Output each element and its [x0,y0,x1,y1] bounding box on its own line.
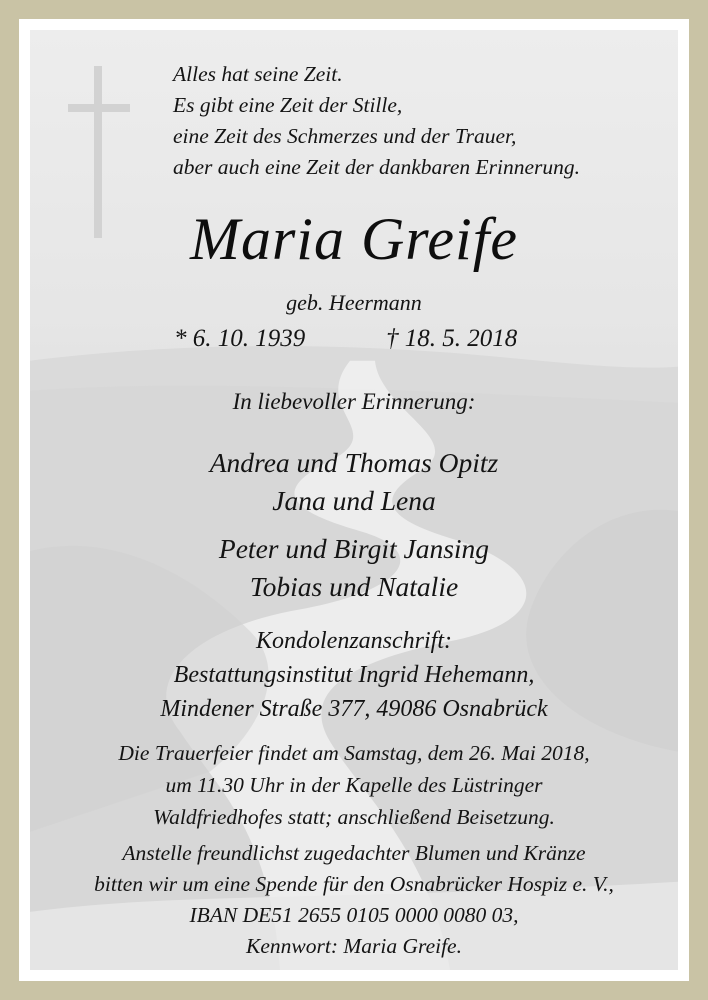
condolence-line: Bestattungsinstitut Ingrid Hehemann, [173,662,535,688]
mourner-family-opitz [30,444,678,520]
condolence-address [30,624,678,726]
donation-line: bitten wir um eine Spende für den Osnabrücker Hospiz e. V., [94,872,614,896]
death-date: † 18. 5. 2018 [386,325,518,352]
obituary-inner-panel [30,30,678,970]
deceased-name: Maria Greife [189,206,519,272]
condolence-line: Mindener Straße 377, 49086 Osnabrück [160,696,548,722]
memory-heading: In liebevoller Erinnerung: [232,389,476,414]
mourner-line: Jana und Lena [272,485,436,516]
service-line: um 11.30 Uhr in der Kapelle des Lüstringer [165,773,543,797]
mourner-line: Peter und Birgit Jansing [218,533,490,564]
funeral-service-info [30,737,678,833]
service-line: Waldfriedhofes statt; anschließend Beisetzung. [153,805,555,829]
maiden-name: geb. Heermann [286,290,422,315]
donation-line: Kennwort: Maria Greife. [246,934,462,958]
service-line: Die Trauerfeier findet am Samstag, dem 26. Mai 2018, [118,741,590,765]
donation-request [30,838,678,962]
mourner-line: Andrea und Thomas Opitz [209,447,499,478]
condolence-line: Kondolenzanschrift: [256,628,452,654]
birth-date: * 6. 10. 1939 [174,325,306,352]
donation-line: Anstelle freundlichst zugedachter Blumen und Kränze [122,841,586,865]
mourner-line: Tobias und Natalie [249,571,459,602]
poem-line: aber auch eine Zeit der dankbaren Erinnerung. [173,155,581,179]
poem [173,59,678,183]
donation-line: IBAN DE51 2655 0105 0000 0080 03, [189,903,519,927]
poem-line: Es gibt eine Zeit der Stille, [173,93,403,117]
mourner-family-jansing [30,530,678,606]
poem-line: eine Zeit des Schmerzes und der Trauer, [173,124,517,148]
poem-line: Alles hat seine Zeit. [173,62,343,86]
